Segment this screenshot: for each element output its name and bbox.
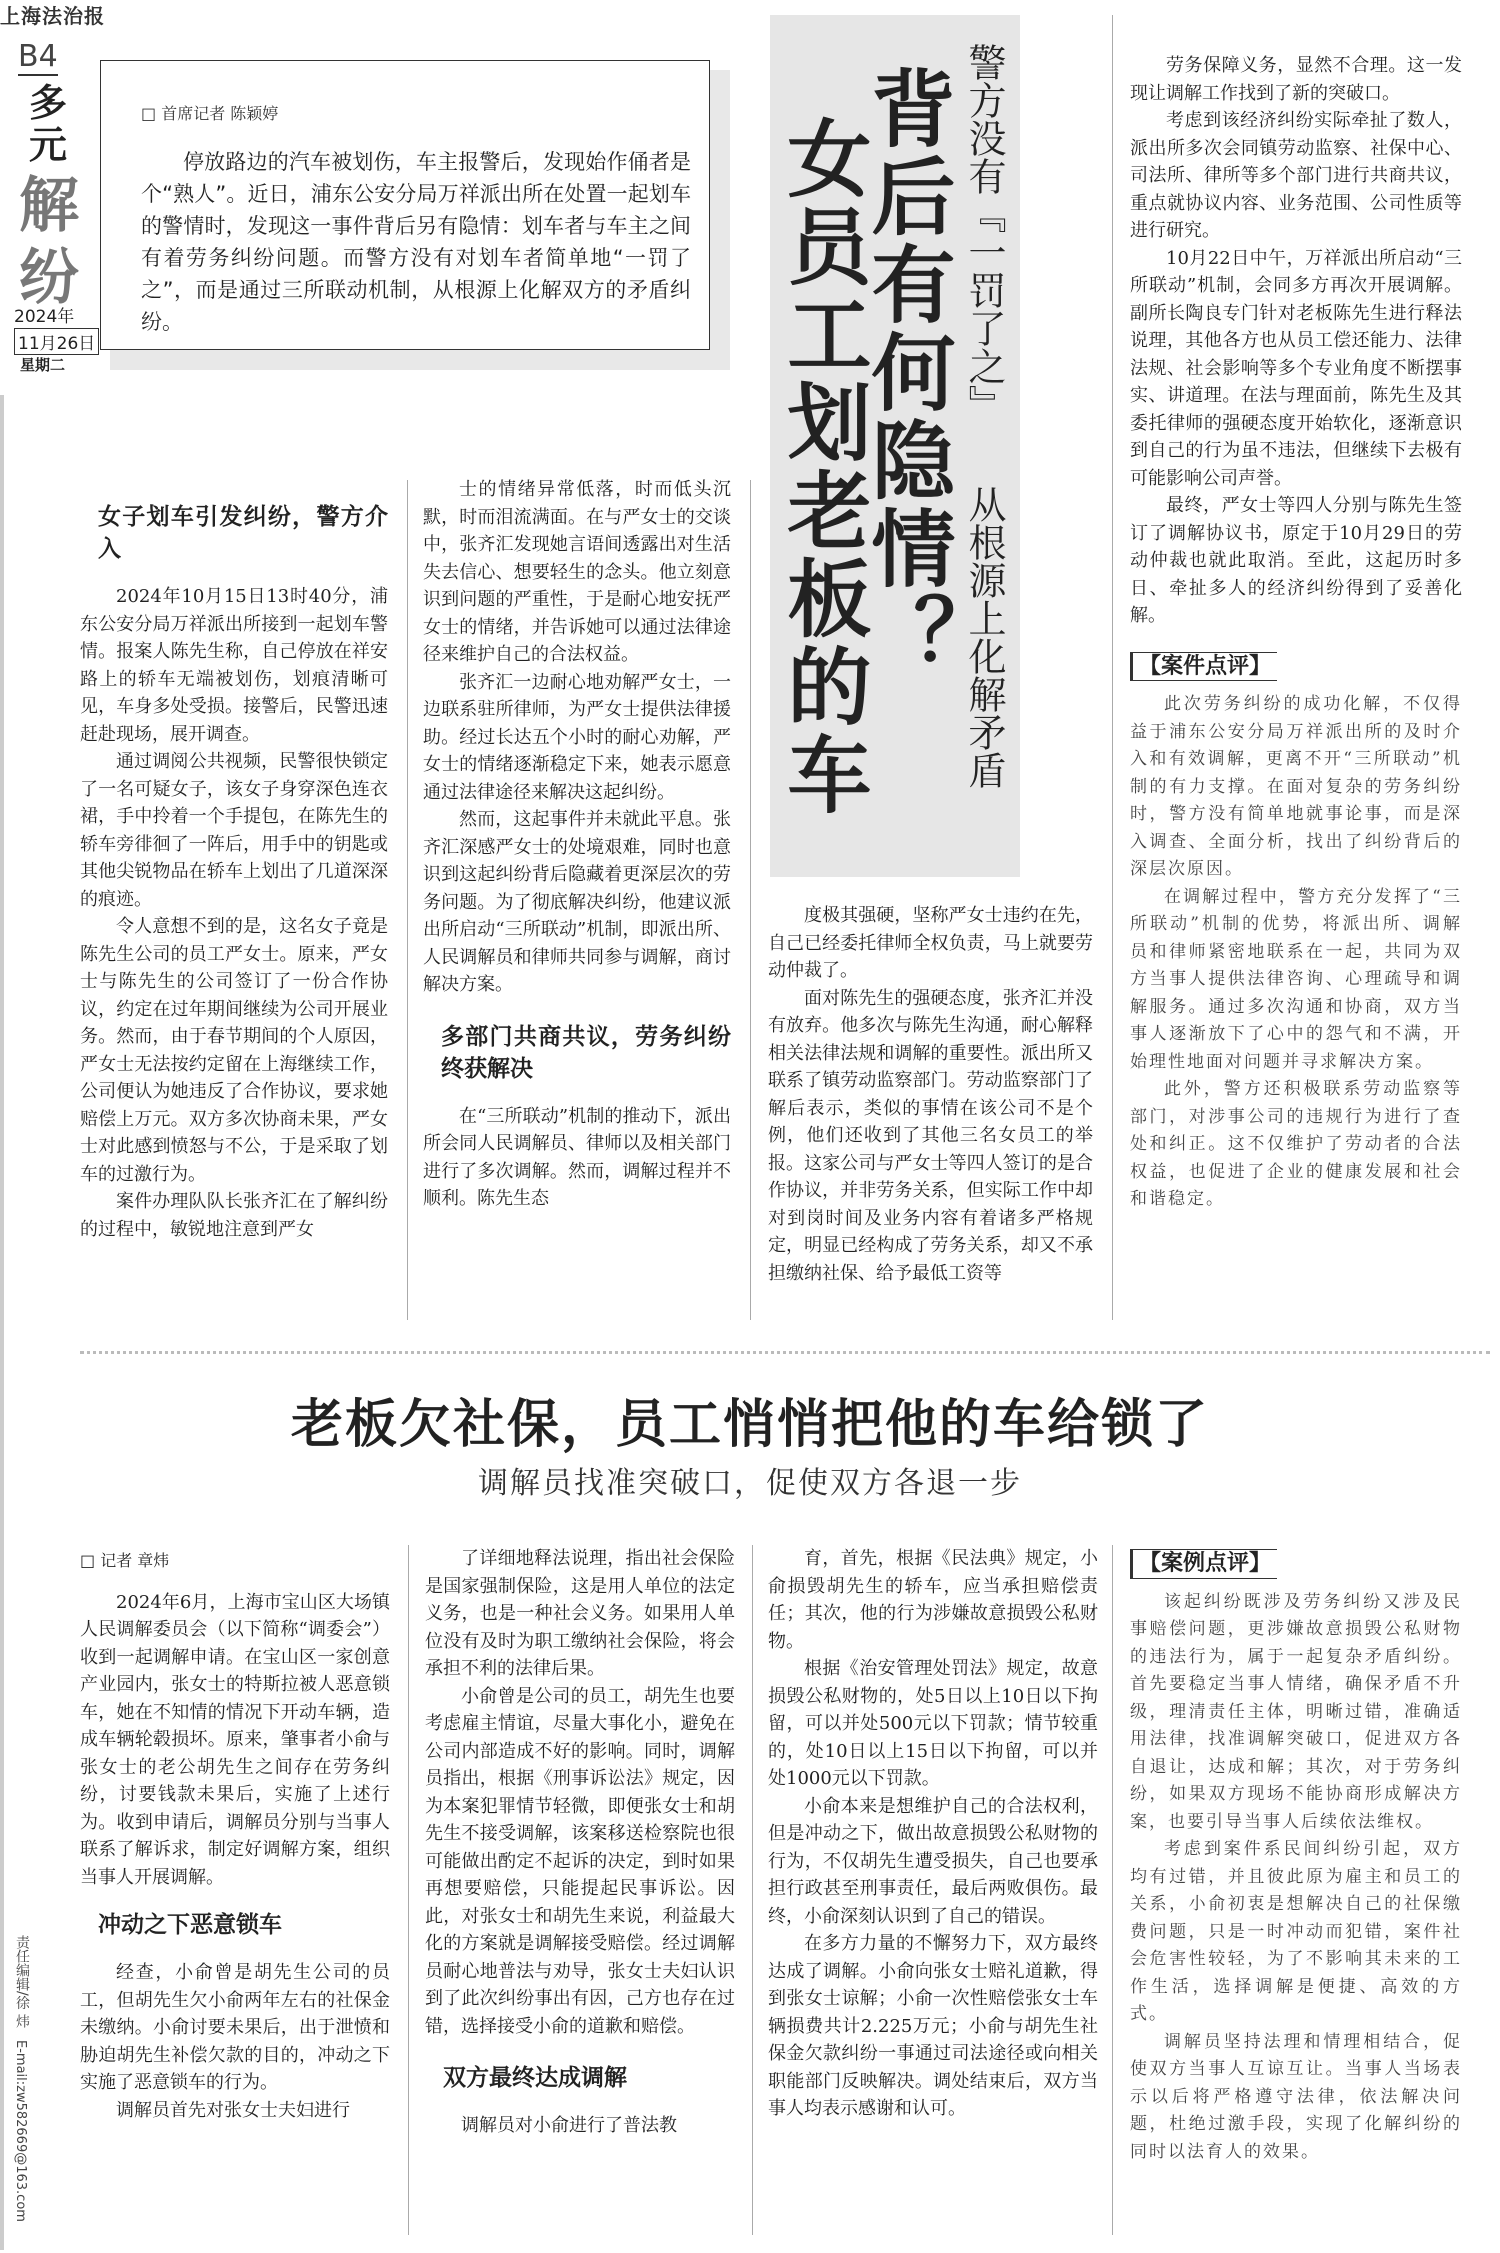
story2-column-4 (1130, 1545, 1462, 2166)
paragraph: 最终，严女士等四人分别与陈先生签订了调解协议书，原定于10月29日的劳动仲裁也就此取消。至此，这起历时多日、牵扯多人的经济纠纷得到了妥善化解。 (1130, 495, 1462, 626)
subhead-1: 女子划车引发纠纷，警方介入 (98, 504, 388, 562)
paragraph: 在“三所联动”机制的推动下，派出所会同人民调解员、律师以及相关部门进行了多次调解。然而，调解过程并不顺利。陈先生态 (423, 1105, 731, 1209)
paragraph: 经查，小俞曾是胡先生公司的员工，但胡先生欠小俞两年左右的社保金未缴纳。小俞讨要未果后，出于泄愤和胁迫胡先生补偿欠款的目的，冲动之下实施了恶意锁车的行为。 (80, 1962, 390, 2093)
paragraph: 调解员首先对张女士夫妇进行 (116, 2099, 350, 2121)
story2-column-2 (425, 1545, 735, 2140)
paragraph: 小俞本来是想维护自己的合法权利，但是冲动之下，做出故意损毁公私财物的行为，不仅胡先生遭受损失，自己也要承担行政甚至刑事责任，最后两败俱伤。最终，小俞深刻认识到了自己的错误。 (768, 1795, 1098, 1927)
subhead-2: 双方最终达成调解 (443, 2065, 627, 2091)
lead-box (100, 60, 710, 350)
date-year: 2024年 (14, 307, 75, 327)
paragraph: 张齐汇一边耐心地劝解严女士，一边联系驻所律师，为严女士提供法律援助。经过长达五个小时的耐心劝解，严女士的情绪逐渐稳定下来，她表示愿意通过法律途径来解决这起纠纷。 (423, 671, 731, 803)
headline-sub-1: 警方没有『一罚了之』 (962, 43, 1006, 423)
subhead-1: 冲动之下恶意锁车 (98, 1912, 282, 1938)
column-rule (408, 1545, 409, 2235)
review-paragraph: 此次劳务纠纷的成功化解，不仅得益于浦东公安分局万祥派出所的及时介入和有效调解，更离不开“三所联动”机制的有力支撑。在面对复杂的劳务纠纷时，警方没有简单地就事论事，而是深入调查、全面分析，找出了纠纷背后的深层次原因。 (1130, 694, 1462, 879)
editor-credit: 责任编辑/徐 炜 (14, 1935, 30, 2029)
lead-paragraph: 停放路边的汽车被划伤，车主报警后，发现始作俑者是个“熟人”。近日，浦东公安分局万祥派出所在处置一起划车的警情时，发现这一事件背后另有隐情：划车者与车主之间有着劳务纠纷问题。而警方没有对划车者简单地“一罚了之”，而是通过三所联动机制，从根源上化解双方的矛盾纠纷。 (141, 150, 691, 334)
paragraph: 2024年6月，上海市宝山区大场镇人民调解委员会（以下简称“调委会”）收到一起调解申请。在宝山区一家创意产业园内，张女士的特斯拉被人恶意锁车，她在不知情的情况下开动车辆，造成车辆轮毂损坏。原来，肇事者小俞与张女士的老公胡先生之间存在劳务纠纷，讨要钱款未果后，实施了上述行为。收到申请后，调解员分别与当事人联系了解诉求，制定好调解方案，组织当事人开展调解。 (80, 1591, 390, 1888)
paragraph: 根据《治安管理处罚法》规定，故意损毁公私财物的，处5日以上10日以下拘留，可以并处500元以下罚款；情节较重的，处10日以上15日以下拘留，可以并处1000元以下罚款。 (768, 1658, 1098, 1789)
headline-main-2: 背后有何隐情？ (858, 65, 957, 681)
case-review-title: 【案件点评】 (1130, 652, 1277, 682)
story1-column-3 (768, 902, 1093, 1287)
paragraph: 考虑到该经济纠纷实际牵扯了数人，派出所多次会同镇劳动监察、社保中心、司法所、律所等多个部门进行共商共议，重点就协议内容、业务范围、公司性质等进行研究。 (1130, 110, 1462, 241)
byline: □ 记者 章炜 (80, 1551, 170, 1570)
story1-column-4 (1130, 52, 1462, 1214)
paragraph: 劳务保障义务，显然不合理。这一发现让调解工作找到了新的突破口。 (1130, 55, 1462, 104)
paragraph: 面对陈先生的强硬态度，张齐汇并没有放弃。他多次与陈先生沟通，耐心解释相关法律法规和调解的重要性。派出所又联系了镇劳动监察部门。劳动监察部门了解后表示，类似的事情在该公司不是个例，他们还收到了其他三名女员工的举报。这家公司与严女士等四人签订的是合作协议，并非劳务关系，但实际工作中却对到岗时间及业务内容有着诸多严格规定，明显已经构成了劳务关系，却又不承担缴纳社保、给予最低工资等 (768, 987, 1093, 1284)
subhead-2: 多部门共商共议，劳务纠纷终获解决 (441, 1023, 731, 1082)
review-paragraph: 考虑到案件系民间纠纷引起，双方均有过错，并且彼此原为雇主和员工的关系，小俞初衷是想解决自己的社保缴费问题，只是一时冲动而犯错，案件社会危害性较轻，为了不影响其未来的工作生活，选择调解是便捷、高效的方式。 (1130, 1839, 1462, 2024)
review-paragraph: 该起纠纷既涉及劳务纠纷又涉及民事赔偿问题，更涉嫌故意损毁公私财物的违法行为，属于一起复杂矛盾纠纷。首先要稳定当事人情绪，确保矛盾不升级，理清责任主体，明晰过错，准确适用法律，找准调解突破口，促进双方各自退让，达成和解；其次，对于劳务纠纷，如果双方现场不能协商形成解决方案，也要引导当事人后续依法维权。 (1130, 1591, 1462, 1832)
review-paragraph: 在调解过程中，警方充分发挥了“三所联动”机制的优势，将派出所、调解员和律师紧密地联系在一起，共同为双方当事人提供法律咨询、心理疏导和调解服务。通过多次沟通和协商，双方当事人逐渐放下了心中的怨气和不满，开始理性地面对问题并寻求解决方案。 (1130, 886, 1462, 1072)
paragraph: 2024年10月15日13时40分，浦东公安分局万祥派出所接到一起划车警情。报案人陈先生称，自己停放在祥安路上的轿车无端被划伤，划痕清晰可见，车身多处受损。接警后，民警迅速赶赴现场，展开调查。 (80, 586, 388, 745)
column-rule (752, 1545, 753, 2235)
column-rule (1112, 15, 1113, 1320)
paragraph: 在多方力量的不懈努力下，双方最终达成了调解。小俞向张女士赔礼道歉，得到张女士谅解；小俞一次性赔偿张女士车辆损费共计2.225万元；小俞与胡先生社保金欠款纠纷一事通过司法途径或向相关职能部门反映解决。调处结束后，双方当事人均表示感谢和认可。 (768, 1933, 1098, 2119)
paragraph: 小俞曾是公司的员工，胡先生也要考虑雇主情谊，尽量大事化小，避免在公司内部造成不好的影响。同时，调解员指出，根据《刑事诉讼法》规定，因为本案犯罪情节轻微，即便张女士和胡先生不接受调解，该案移送检察院也很可能做出酌定不起诉的决定，到时如果再想要赔偿，只能提起民事诉讼。因此，对张女士和胡先生来说，利益最大化的方案就是调解接受赔偿。经过调解员耐心地普法与劝导，张女士夫妇认识到了此次纠纷事出有因，己方也存在过错，选择接受小俞的道歉和赔偿。 (425, 1685, 735, 2037)
story2-headline: 老板欠社保，员工悄悄把他的车给锁了 (290, 1394, 1209, 1455)
story1-column-2 (423, 476, 731, 1213)
paragraph: 度极其强硬，坚称严女士违约在先，自己已经委托律师全权负责，马上就要劳动仲裁了。 (768, 905, 1093, 981)
review-paragraph: 调解员坚持法理和情理相结合，促使双方当事人互谅互让。当事人当场表示以后将严格遵守法律，依法解决问题，杜绝过激手段，实现了化解纠纷的同时以法育人的效果。 (1130, 2031, 1462, 2162)
headline-main-1: 女员工划老板的车 (774, 115, 873, 819)
masthead: 上海法治报 (0, 4, 105, 28)
section-title-top: 多元 (28, 80, 67, 167)
paragraph: 了详细地释法说理，指出社会保险是国家强制保险，这是用人单位的法定义务，也是一种社会义务。如果用人单位没有及时为职工缴纳社会保险，将会承担不利的法律后果。 (425, 1548, 735, 1679)
headline-box (770, 15, 1020, 877)
paragraph: 案件办理队队长张齐汇在了解纠纷的过程中，敏锐地注意到严女 (80, 1191, 388, 1240)
page-number: B4 (18, 39, 58, 74)
paragraph: 育，首先，根据《民法典》规定，小俞损毁胡先生的轿车，应当承担赔偿责任；其次，他的行为涉嫌故意损毁公私财物。 (768, 1548, 1098, 1652)
editor-email: E-mail:zw582669@163.com (13, 2040, 28, 2222)
date-day: 11月26日 (14, 328, 99, 355)
paragraph: 10月22日中午，万祥派出所启动“三所联动”机制，会同多方再次开展调解。副所长陶良专门针对老板陈先生进行释法说理，其他各方也从员工偿还能力、法律法规、社会影响等多个专业角度不断摆事实、讲道理。在法与理面前，陈先生及其委托律师的强硬态度开始软化，逐渐意识到自己的行为虽不违法，但继续下去极有可能影响公司声誉。 (1130, 247, 1462, 489)
story2-subheadline: 调解员找准突破口，促使双方各退一步 (478, 1466, 1022, 1501)
review-paragraph: 此外，警方还积极联系劳动监察等部门，对涉事公司的违规行为进行了查处和纠正。这不仅维护了劳动者的合法权益，也促进了企业的健康发展和社会和谐稳定。 (1130, 1079, 1462, 1209)
story2-column-3 (768, 1545, 1098, 2123)
headline-sub-2: 从根源上化解矛盾 (962, 485, 1006, 789)
story1-column-1 (80, 493, 388, 1243)
section-title-bottom: 解纷 (19, 171, 79, 313)
story-divider (80, 1351, 1490, 1354)
column-rule (1112, 1545, 1113, 2235)
byline: □ 首席记者 陈颖婷 (141, 104, 279, 123)
date-weekday: 星期二 (20, 356, 66, 374)
column-rule (750, 480, 751, 1320)
paragraph: 调解员对小俞进行了普法教 (461, 2115, 677, 2136)
paragraph: 然而，这起事件并未就此平息。张齐汇深感严女士的处境艰难，同时也意识到这起纠纷背后隐藏着更深层次的劳务问题。为了彻底解决纠纷，他建议派出所启动“三所联动”机制，即派出所、人民调解员和律师共同参与调解，商讨解决方案。 (423, 809, 731, 995)
paragraph: 令人意想不到的是，这名女子竟是陈先生公司的员工严女士。原来，严女士与陈先生的公司签订了一份合作协议，约定在过年期间继续为公司开展业务。然而，由于春节期间的个人原因，严女士无法按约定留在上海继续工作，公司便认为她违反了合作协议，要求她赔偿上万元。双方多次协商未果，严女士对此感到愤怒与不公，于是采取了划车的过激行为。 (80, 916, 388, 1185)
case-review-title: 【案例点评】 (1130, 1549, 1277, 1579)
paragraph: 士的情绪异常低落，时而低头沉默，时而泪流满面。在与严女士的交谈中，张齐汇发现她言语间透露出对生活失去信心、想要轻生的念头。他立刻意识到问题的严重性，于是耐心地安抚严女士的情绪，并告诉她可以通过法律途径来维护自己的合法权益。 (423, 479, 731, 665)
paragraph: 通过调阅公共视频，民警很快锁定了一名可疑女子，该女子身穿深色连衣裙，手中拎着一个手提包，在陈先生的轿车旁徘徊了一阵后，用手中的钥匙或其他尖锐物品在轿车上划出了几道深深的痕迹。 (80, 751, 388, 910)
story2-column-1 (80, 1547, 390, 2124)
column-rule (407, 480, 408, 1320)
